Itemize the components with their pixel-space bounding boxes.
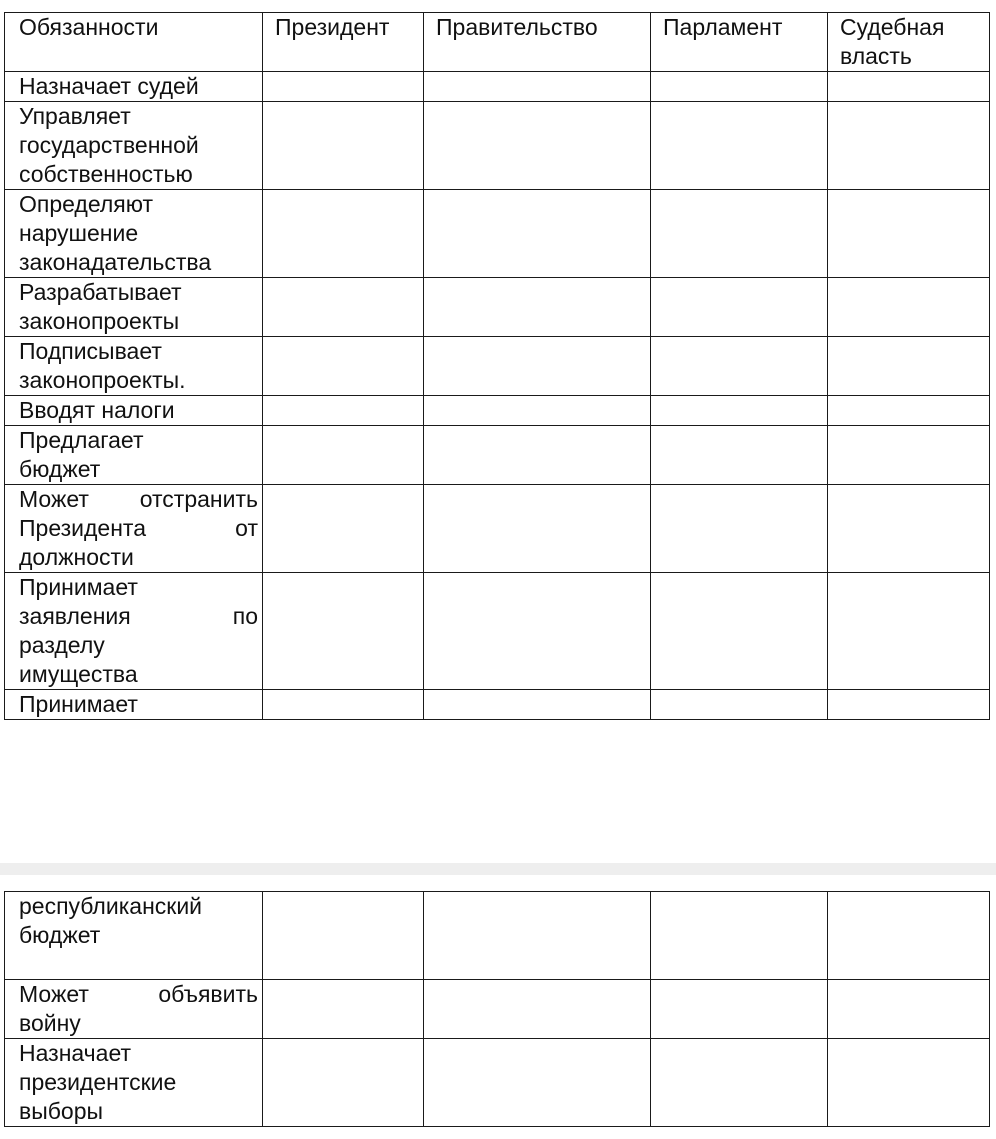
empty-cell: [424, 426, 651, 485]
duty-cell: [5, 190, 263, 278]
empty-cell: [828, 892, 990, 980]
table-row: [5, 72, 990, 102]
empty-cell: [651, 190, 828, 278]
duty-text: Разрабатывает: [19, 279, 182, 305]
page-break-separator: [0, 863, 996, 875]
empty-cell: [828, 396, 990, 426]
empty-cell: [424, 102, 651, 190]
empty-cell: [828, 690, 990, 720]
duty-text: Предлагает: [19, 427, 144, 453]
empty-cell: [651, 337, 828, 396]
duty-cell: [5, 980, 263, 1039]
duty-text: государственной: [19, 132, 199, 158]
table-row: [5, 190, 990, 278]
empty-cell: [263, 1039, 424, 1127]
empty-cell: [651, 278, 828, 337]
empty-cell: [263, 278, 424, 337]
duty-text: Назначает: [19, 1040, 132, 1066]
duty-text: нарушение: [19, 220, 139, 246]
empty-cell: [828, 1039, 990, 1127]
empty-cell: [263, 426, 424, 485]
empty-cell: [651, 1039, 828, 1127]
duty-text: республиканский: [19, 893, 203, 919]
header-parliament: Парламент: [651, 13, 828, 72]
duty-text: Принимает: [19, 574, 138, 600]
empty-cell: [424, 980, 651, 1039]
empty-cell: [651, 426, 828, 485]
empty-cell: [263, 573, 424, 690]
duty-text: Назначает судей: [19, 73, 199, 99]
empty-cell: [651, 573, 828, 690]
empty-cell: [263, 485, 424, 573]
duty-text: войну: [19, 1010, 81, 1036]
empty-cell: [424, 1039, 651, 1127]
duty-text: разделу: [19, 632, 105, 658]
duty-cell: [5, 690, 263, 720]
duty-text: должности: [19, 544, 134, 570]
empty-cell: [263, 396, 424, 426]
duty-cell: [5, 892, 263, 980]
duty-cell: [5, 278, 263, 337]
empty-cell: [424, 573, 651, 690]
empty-cell: [424, 396, 651, 426]
table-row: [5, 690, 990, 720]
table-row: [5, 102, 990, 190]
duties-table-bottom: [4, 891, 990, 1127]
empty-cell: [828, 573, 990, 690]
duty-cell: [5, 72, 263, 102]
duty-text: Может отстранить: [19, 486, 258, 512]
empty-cell: [424, 690, 651, 720]
duty-cell: [5, 485, 263, 573]
duty-text: выборы: [19, 1098, 104, 1124]
empty-cell: [651, 892, 828, 980]
empty-cell: [263, 892, 424, 980]
table-row: [5, 426, 990, 485]
empty-cell: [263, 337, 424, 396]
duties-table-top: [4, 12, 990, 720]
header-judiciary-line2: власть: [840, 43, 912, 69]
empty-cell: [828, 278, 990, 337]
duty-text: собственностью: [19, 161, 193, 187]
empty-cell: [828, 102, 990, 190]
duty-text: законопроекты: [19, 308, 180, 334]
table-row: [5, 278, 990, 337]
duty-text: Вводят налоги: [19, 397, 175, 423]
header-judiciary: [828, 13, 990, 72]
empty-cell: [424, 892, 651, 980]
empty-cell: [424, 485, 651, 573]
table-row: [5, 892, 990, 980]
empty-cell: [263, 72, 424, 102]
duty-text: бюджет: [19, 456, 101, 482]
duty-cell: [5, 573, 263, 690]
empty-cell: [828, 485, 990, 573]
duty-text: президентские: [19, 1069, 177, 1095]
empty-cell: [828, 980, 990, 1039]
empty-cell: [651, 396, 828, 426]
duty-text: заявления по: [19, 603, 258, 629]
empty-cell: [828, 337, 990, 396]
empty-cell: [263, 190, 424, 278]
table-row: [5, 573, 990, 690]
duty-cell: [5, 426, 263, 485]
empty-cell: [651, 980, 828, 1039]
duty-text: Принимает: [19, 691, 138, 717]
duty-text: законадательства: [19, 249, 212, 275]
duty-text: имущества: [19, 661, 138, 687]
duty-text: Президента от: [19, 515, 258, 541]
table-row: [5, 1039, 990, 1127]
empty-cell: [651, 102, 828, 190]
duty-text: Определяют: [19, 191, 154, 217]
table-row: [5, 485, 990, 573]
duty-text: Может объявить: [19, 981, 258, 1007]
duty-cell: [5, 337, 263, 396]
duty-text: бюджет: [19, 922, 101, 948]
duty-text: Управляет: [19, 103, 131, 129]
empty-cell: [828, 190, 990, 278]
header-government: Правительство: [424, 13, 651, 72]
empty-cell: [828, 72, 990, 102]
duty-cell: [5, 102, 263, 190]
header-president: Президент: [263, 13, 424, 72]
empty-cell: [424, 278, 651, 337]
header-row: [5, 13, 990, 72]
empty-cell: [828, 426, 990, 485]
empty-cell: [424, 72, 651, 102]
table-row: [5, 337, 990, 396]
duty-cell: [5, 1039, 263, 1127]
duty-text: Подписывает: [19, 338, 162, 364]
table-row: [5, 396, 990, 426]
empty-cell: [263, 102, 424, 190]
duty-text: законопроекты.: [19, 367, 186, 393]
empty-cell: [263, 690, 424, 720]
empty-cell: [424, 190, 651, 278]
table-row: [5, 980, 990, 1039]
empty-cell: [424, 337, 651, 396]
duty-cell: [5, 396, 263, 426]
empty-cell: [651, 72, 828, 102]
header-duties: Обязанности: [5, 13, 263, 72]
empty-cell: [651, 485, 828, 573]
header-judiciary-line1: Судебная: [840, 14, 945, 40]
empty-cell: [651, 690, 828, 720]
empty-cell: [263, 980, 424, 1039]
